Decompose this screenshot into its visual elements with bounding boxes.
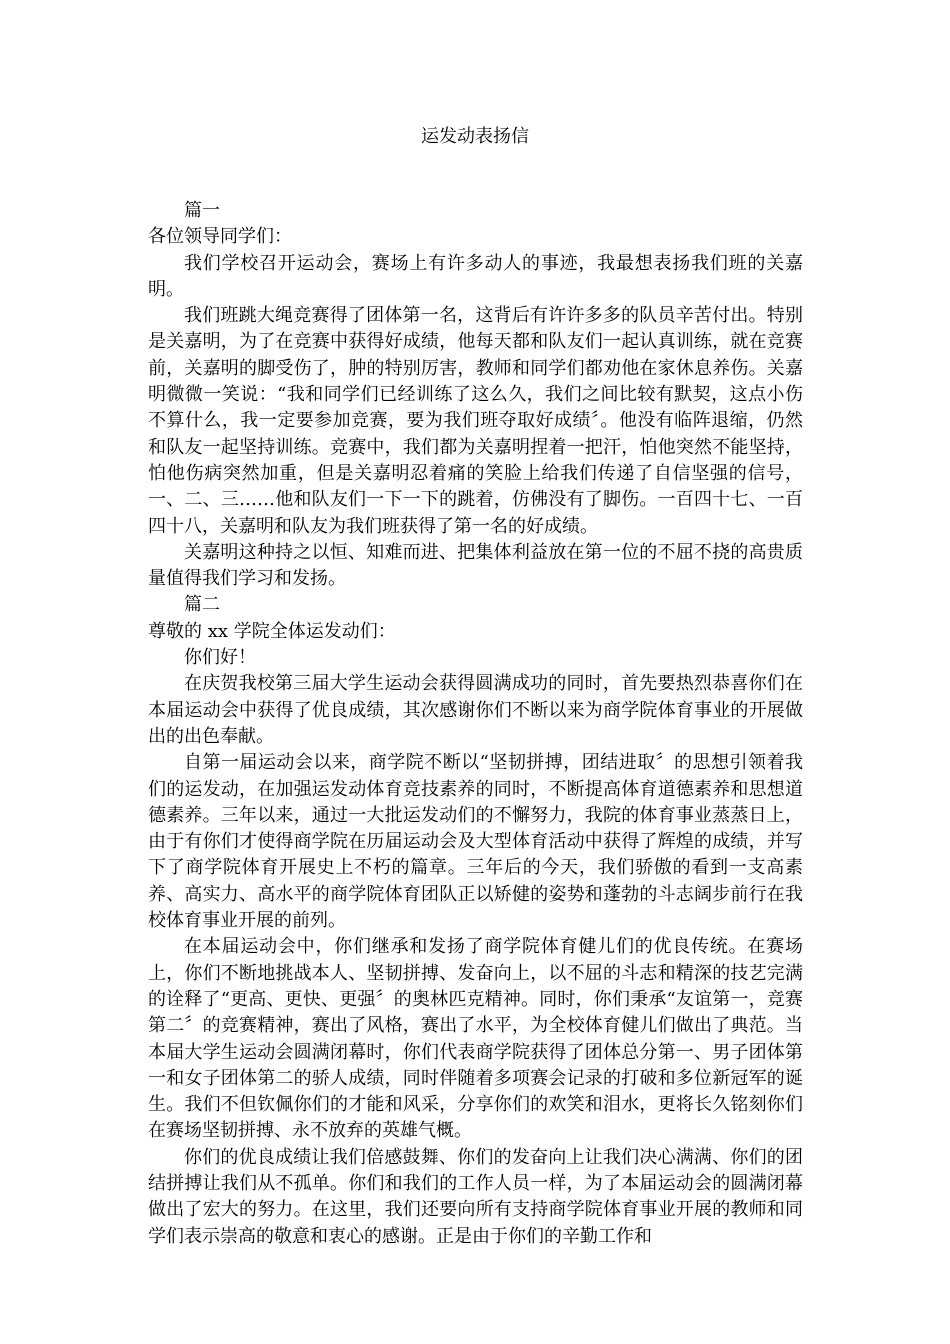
section-heading-2: 篇二 [184,594,220,616]
greeting: 你们好！ [184,647,256,669]
document-body [148,198,803,1250]
paragraph: 自第一届运动会以来，商学院不断以“坚韧拼搏，团结进取〞的思想引领着我们的运发动，在加强运发动体育竞技素养的同时，不断提高体育道德素养和思想道德素养。三年以来，通过一大批运发动们的不懈努力，我院的体育事业蒸蒸日上，由于有你们才使得商学院在历届运动会及大型体育活动中获得了辉煌的成绩，并写下了商学院体育开展史上不朽的篇章。三年后的今天，我们骄傲的看到一支高素养、高实力、高水平的商学院体育团队正以矫健的姿势和蓬勃的斗志阔步前行在我校体育事业开展的前列。 [148,752,803,932]
paragraph: 在本届运动会中，你们继承和发扬了商学院体育健儿们的优良传统。在赛场上，你们不断地挑战本人、坚韧拼搏、发奋向上，以不屈的斗志和精深的技艺完满的诠释了“更高、更快、更强〞的奥林匹克精神。同时，你们秉承“友谊第一，竞赛第二〞的竞赛精神，赛出了风格，赛出了水平，为全校体育健儿们做出了典范。当本届大学生运动会圆满闭幕时，你们代表商学院获得了团体总分第一、男子团体第一和女子团体第二的骄人成绩，同时伴随着多项赛会记录的打破和多位新冠军的诞生。我们不但钦佩你们的才能和风采，分享你们的欢笑和泪水，更将长久铭刻你们在赛场坚韧拼搏、永不放弃的英雄气概。 [148,936,803,1142]
paragraph: 你们的优良成绩让我们倍感鼓舞、你们的发奋向上让我们决心满满、你们的团结拼搏让我们从不孤单。你们和我们的工作人员一样，为了本届运动会的圆满闭幕做出了宏大的努力。在这里，我们还要向所有支持商学院体育事业开展的教师和同学们表示崇高的敬意和衷心的感谢。正是由于你们的辛勤工作和 [148,1146,803,1247]
paragraph: 我们班跳大绳竞赛得了团体第一名，这背后有许许多多的队员辛苦付出。特别是关嘉明，为了在竞赛中获得好成绩，他每天都和队友们一起认真训练，就在竞赛前，关嘉明的脚受伤了，肿的特别厉害，教师和同学们都劝他在家休息养伤。关嘉明微微一笑说：“我和同学们已经训练了这么久，我们之间比较有默契，这点小伤不算什么，我一定要参加竞赛，要为我们班夺取好成绩〞。他没有临阵退缩，仍然和队友一起坚持训练。竞赛中，我们都为关嘉明捏着一把汗，怕他突然不能坚持，怕他伤病突然加重，但是关嘉明忍着痛的笑脸上给我们传递了自信坚强的信号，一、二、三……他和队友们一下一下的跳着，仿佛没有了脚伤。一百四十七、一百四十八，关嘉明和队友为我们班获得了第一名的好成绩。 [148,305,803,537]
document-title: 运发动表扬信 [421,126,529,147]
salutation-1: 各位领导同学们： [148,226,292,248]
paragraph: 在庆贺我校第三届大学生运动会获得圆满成功的同时，首先要热烈恭喜你们在本届运动会中获得了优良成绩，其次感谢你们不断以来为商学院体育事业的开展做出的出色奉献。 [148,673,803,747]
paragraph: 我们学校召开运动会，赛场上有许多动人的事迹，我最想表扬我们班的关嘉明。 [148,252,803,300]
salutation-2: 尊敬的 xx 学院全体运发动们： [148,620,396,642]
paragraph: 关嘉明这种持之以恒、知难而进、把集体利益放在第一位的不屈不挠的高贵质量值得我们学习和发扬。 [148,541,803,590]
section-heading-1: 篇一 [184,200,220,221]
